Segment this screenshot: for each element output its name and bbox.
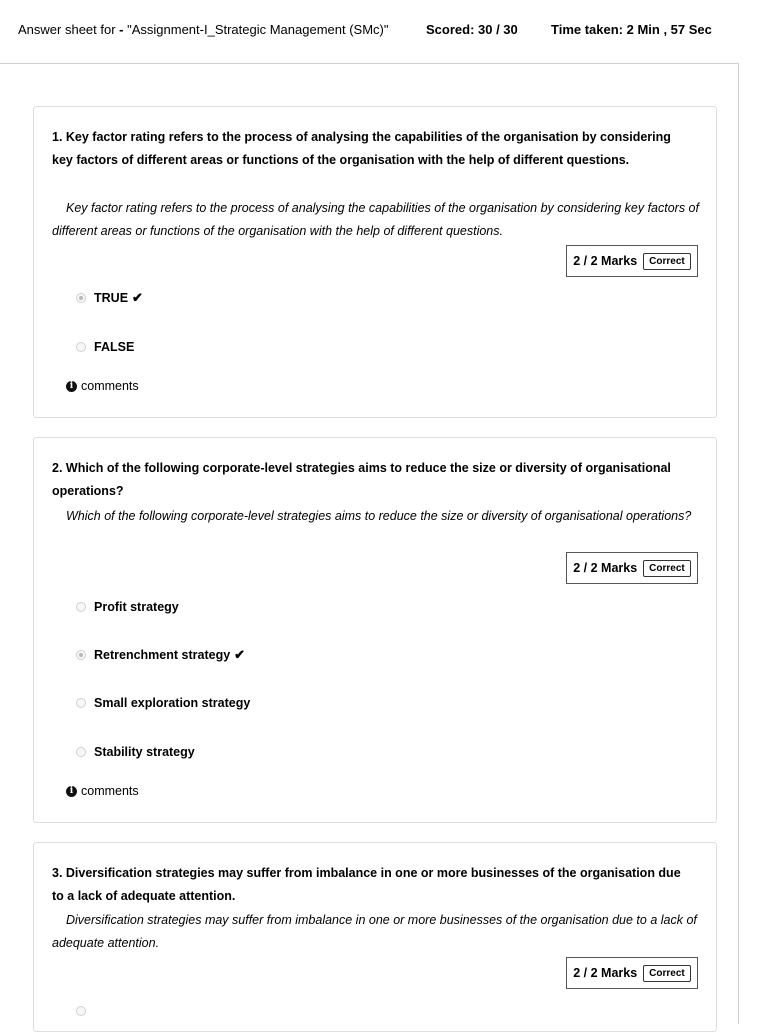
option-label: Retrenchment strategy bbox=[94, 648, 231, 662]
option-partial[interactable] bbox=[76, 1001, 94, 1021]
question-number: 3 bbox=[52, 866, 59, 880]
option-label: Small exploration strategy bbox=[94, 696, 251, 710]
comments-link[interactable] bbox=[66, 784, 139, 798]
radio-button[interactable] bbox=[76, 1006, 86, 1016]
option-label: Profit strategy bbox=[94, 600, 179, 614]
radio-button[interactable] bbox=[76, 698, 86, 708]
marks-box bbox=[566, 552, 698, 584]
question-description: Which of the following corporate-level strategies aims to reduce the size or diversity of organisational operations? bbox=[66, 509, 692, 523]
page-divider bbox=[738, 63, 739, 1024]
status-badge: Correct bbox=[643, 253, 691, 270]
option-label: FALSE bbox=[94, 340, 135, 354]
comments-label: comments bbox=[81, 784, 139, 798]
title-dash: - bbox=[119, 22, 128, 37]
radio-button[interactable] bbox=[76, 650, 86, 660]
info-icon: i bbox=[66, 381, 77, 392]
question-number: 2 bbox=[52, 461, 59, 475]
radio-button[interactable] bbox=[76, 747, 86, 757]
question-number: 1 bbox=[52, 130, 59, 144]
option-true[interactable] bbox=[76, 288, 143, 308]
radio-button[interactable] bbox=[76, 602, 86, 612]
option-small-exploration-strategy[interactable] bbox=[76, 693, 250, 713]
status-badge: Correct bbox=[643, 965, 691, 982]
time-taken: Time taken: 2 Min , 57 Sec bbox=[551, 22, 712, 37]
option-false[interactable] bbox=[76, 337, 134, 357]
score-summary: Scored: 30 / 30 bbox=[426, 22, 518, 37]
option-label: Stability strategy bbox=[94, 745, 195, 759]
title-prefix: Answer sheet for bbox=[18, 22, 120, 37]
marks-box bbox=[566, 957, 698, 989]
marks-box bbox=[566, 245, 698, 277]
question-description: Key factor rating refers to the process of analysing the capabilities of the organisation by considering key factors of different areas or functions of the organisation with the help of different questions. bbox=[52, 201, 699, 238]
marks-score: 2 / 2 Marks bbox=[573, 561, 638, 575]
assignment-name: "Assignment-I_Strategic Management (SMc)" bbox=[127, 22, 389, 37]
assignment-title bbox=[18, 22, 389, 37]
question-card-3 bbox=[33, 842, 717, 1032]
status-badge: Correct bbox=[643, 560, 691, 577]
marks-score: 2 / 2 Marks bbox=[573, 254, 638, 268]
option-label: TRUE bbox=[94, 291, 129, 305]
radio-button[interactable] bbox=[76, 342, 86, 352]
question-text: 3. Diversification strategies may suffer from imbalance in one or more businesses of the organisation due to a lack of adequate attention. bbox=[52, 866, 681, 903]
marks-score: 2 / 2 Marks bbox=[573, 966, 638, 980]
comments-label: comments bbox=[81, 379, 139, 393]
question-text: 1. Key factor rating refers to the process of analysing the capabilities of the organisation by considering key factors of different areas or functions of the organisation with the help of different questions. bbox=[52, 130, 671, 167]
option-profit-strategy[interactable] bbox=[76, 597, 179, 617]
question-text: 2. Which of the following corporate-level strategies aims to reduce the size or diversity of organisational operations? bbox=[52, 461, 671, 498]
question-card-2 bbox=[33, 437, 717, 823]
check-icon: ✔ bbox=[132, 290, 143, 305]
option-retrenchment-strategy[interactable] bbox=[76, 645, 245, 665]
option-stability-strategy[interactable] bbox=[76, 742, 195, 762]
question-description: Diversification strategies may suffer from imbalance in one or more businesses of the organisation due to a lack of adequate attention. bbox=[52, 913, 697, 950]
comments-link[interactable] bbox=[66, 379, 139, 393]
check-icon: ✔ bbox=[234, 647, 246, 662]
answer-sheet-header bbox=[0, 0, 738, 64]
info-icon: i bbox=[66, 786, 77, 797]
question-card-1 bbox=[33, 106, 717, 418]
radio-button[interactable] bbox=[76, 293, 86, 303]
